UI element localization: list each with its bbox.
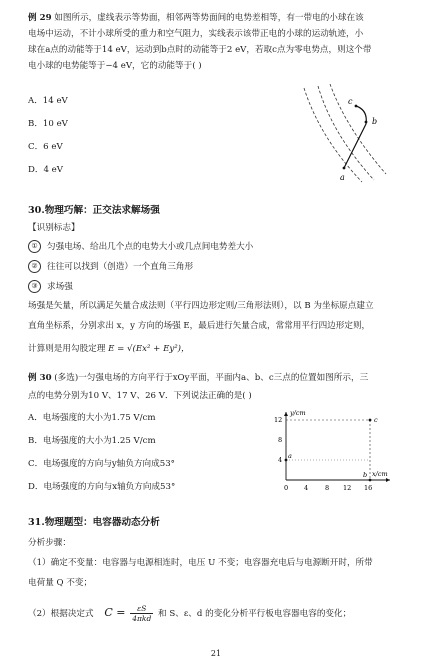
sec31-steps: 分析步骤： bbox=[28, 538, 71, 548]
y-axis-label: y/cm bbox=[290, 409, 306, 417]
sec30-item-3: ③ 求场强 bbox=[28, 280, 404, 293]
y-tick-8: 8 bbox=[278, 436, 283, 444]
ex29-option-d: D．4 eV bbox=[28, 165, 63, 175]
sec30-title: 30.物理巧解：正交法求解场强 bbox=[28, 205, 160, 216]
x-tick-4: 4 bbox=[304, 484, 309, 492]
sec30-item-2: ② 往往可以找到（创造）一个直角三角形 bbox=[28, 260, 404, 273]
label-b: b bbox=[372, 117, 378, 126]
point-b bbox=[369, 479, 372, 482]
label-a: a bbox=[288, 452, 292, 460]
page-number: 21 bbox=[210, 649, 222, 658]
sec30-para-3: 计算则是用勾股定理 E = √(Ex² + Ey²)， bbox=[28, 344, 190, 354]
point-c bbox=[355, 105, 358, 108]
sec30-para-2: 直角坐标系，分别求出 x，y 方向的场强 E，最后进行矢量合成，常常用平行四边形定则， bbox=[28, 321, 371, 331]
ex29-line1: 例 29 如图所示，虚线表示等势面，相邻两等势面间的电势差相等，有一带电的小球在该 bbox=[28, 13, 364, 23]
label-a: a bbox=[340, 173, 345, 182]
ex30-line1: 例 30 (多选)一匀强电场的方向平行于xOy平面，平面内a、b、c三点的位置如图所示，三 bbox=[28, 373, 369, 383]
sec31-step1-a: （1）确定不变量：电容器与电源相连时，电压 U 不变；电容器充电后与电源断开时，所带 bbox=[28, 558, 373, 568]
x-axis-label: x/cm bbox=[372, 470, 388, 478]
point-c bbox=[369, 419, 372, 422]
x-tick-12: 12 bbox=[343, 484, 352, 492]
label-c: c bbox=[374, 416, 378, 424]
equipotential-line-1 bbox=[304, 88, 362, 182]
ex30-option-a: A．电场强度的大小为1.75 V/cm bbox=[28, 413, 156, 423]
x-tick-8: 8 bbox=[325, 484, 330, 492]
x-tick-16: 16 bbox=[364, 484, 373, 492]
capacitance-symbol: C = bbox=[104, 606, 126, 619]
equipotential-line-2 bbox=[318, 86, 374, 180]
x-axis-arrow bbox=[386, 478, 390, 482]
y-axis-arrow bbox=[284, 412, 288, 416]
ex29-option-a: A．14 eV bbox=[28, 96, 68, 106]
label-c: c bbox=[348, 97, 353, 106]
ex29-label: 例 29 bbox=[28, 13, 52, 23]
ex29-line2: 电场中运动，不计小球所受的重力和空气阻力，实线表示该带正电的小球的运动轨迹，小 bbox=[28, 29, 364, 39]
ex30-option-b: B．电场强度的大小为1.25 V/cm bbox=[28, 436, 156, 446]
capacitance-fraction: εS 4πkd bbox=[132, 604, 152, 623]
sec31-title: 31.物理题型：电容器动态分析 bbox=[28, 517, 160, 528]
ex30-option-d: D．电场强度的方向与x轴负方向成53° bbox=[28, 482, 176, 492]
ex29-option-b: B．10 eV bbox=[28, 119, 68, 129]
ex29-line3: 球在a点的动能等于14 eV，运动到b点时的动能等于2 eV，若取c点为零电势点，则这个带 bbox=[28, 45, 372, 55]
label-b: b bbox=[363, 471, 368, 479]
point-b bbox=[365, 121, 368, 124]
ex30-option-c: C．电场强度的方向与y轴负方向成53° bbox=[28, 459, 175, 469]
ex30-line2: 点的电势分别为10 V、17 V、26 V．下列说法正确的是( ) bbox=[28, 391, 252, 401]
x-tick-0: 0 bbox=[284, 484, 289, 492]
y-tick-4: 4 bbox=[278, 456, 283, 464]
sec31-step1-b: 电荷量 Q 不变； bbox=[28, 578, 93, 588]
sec30-para-1: 场强是矢量，所以满足矢量合成法则（平行四边形定则/三角形法则），以 B 为坐标原点建立 bbox=[28, 301, 374, 311]
field-formula: E = √(Ex² + Ey²)， bbox=[108, 344, 190, 354]
coordinate-figure bbox=[266, 408, 396, 498]
ex30-label: 例 30 bbox=[28, 373, 52, 383]
point-a bbox=[343, 167, 346, 170]
trajectory-line bbox=[344, 106, 366, 168]
sec30-tag: 【识别标志】 bbox=[28, 223, 80, 233]
sec30-item-1: ① 匀强电场、给出几个点的电势大小或几点间电势差大小 bbox=[28, 240, 404, 253]
y-tick-12: 12 bbox=[274, 416, 283, 424]
ex29-option-c: C．6 eV bbox=[28, 142, 63, 152]
ex29-line4: 电小球的电势能等于−4 eV，它的动能等于( ) bbox=[28, 61, 202, 71]
sec31-step2: （2）根据决定式 C = εS 4πkd 和 S、ε、d 的变化分析平行板电容器电容的变化； bbox=[28, 604, 352, 623]
equipotential-figure bbox=[296, 84, 392, 184]
point-a bbox=[285, 459, 288, 462]
